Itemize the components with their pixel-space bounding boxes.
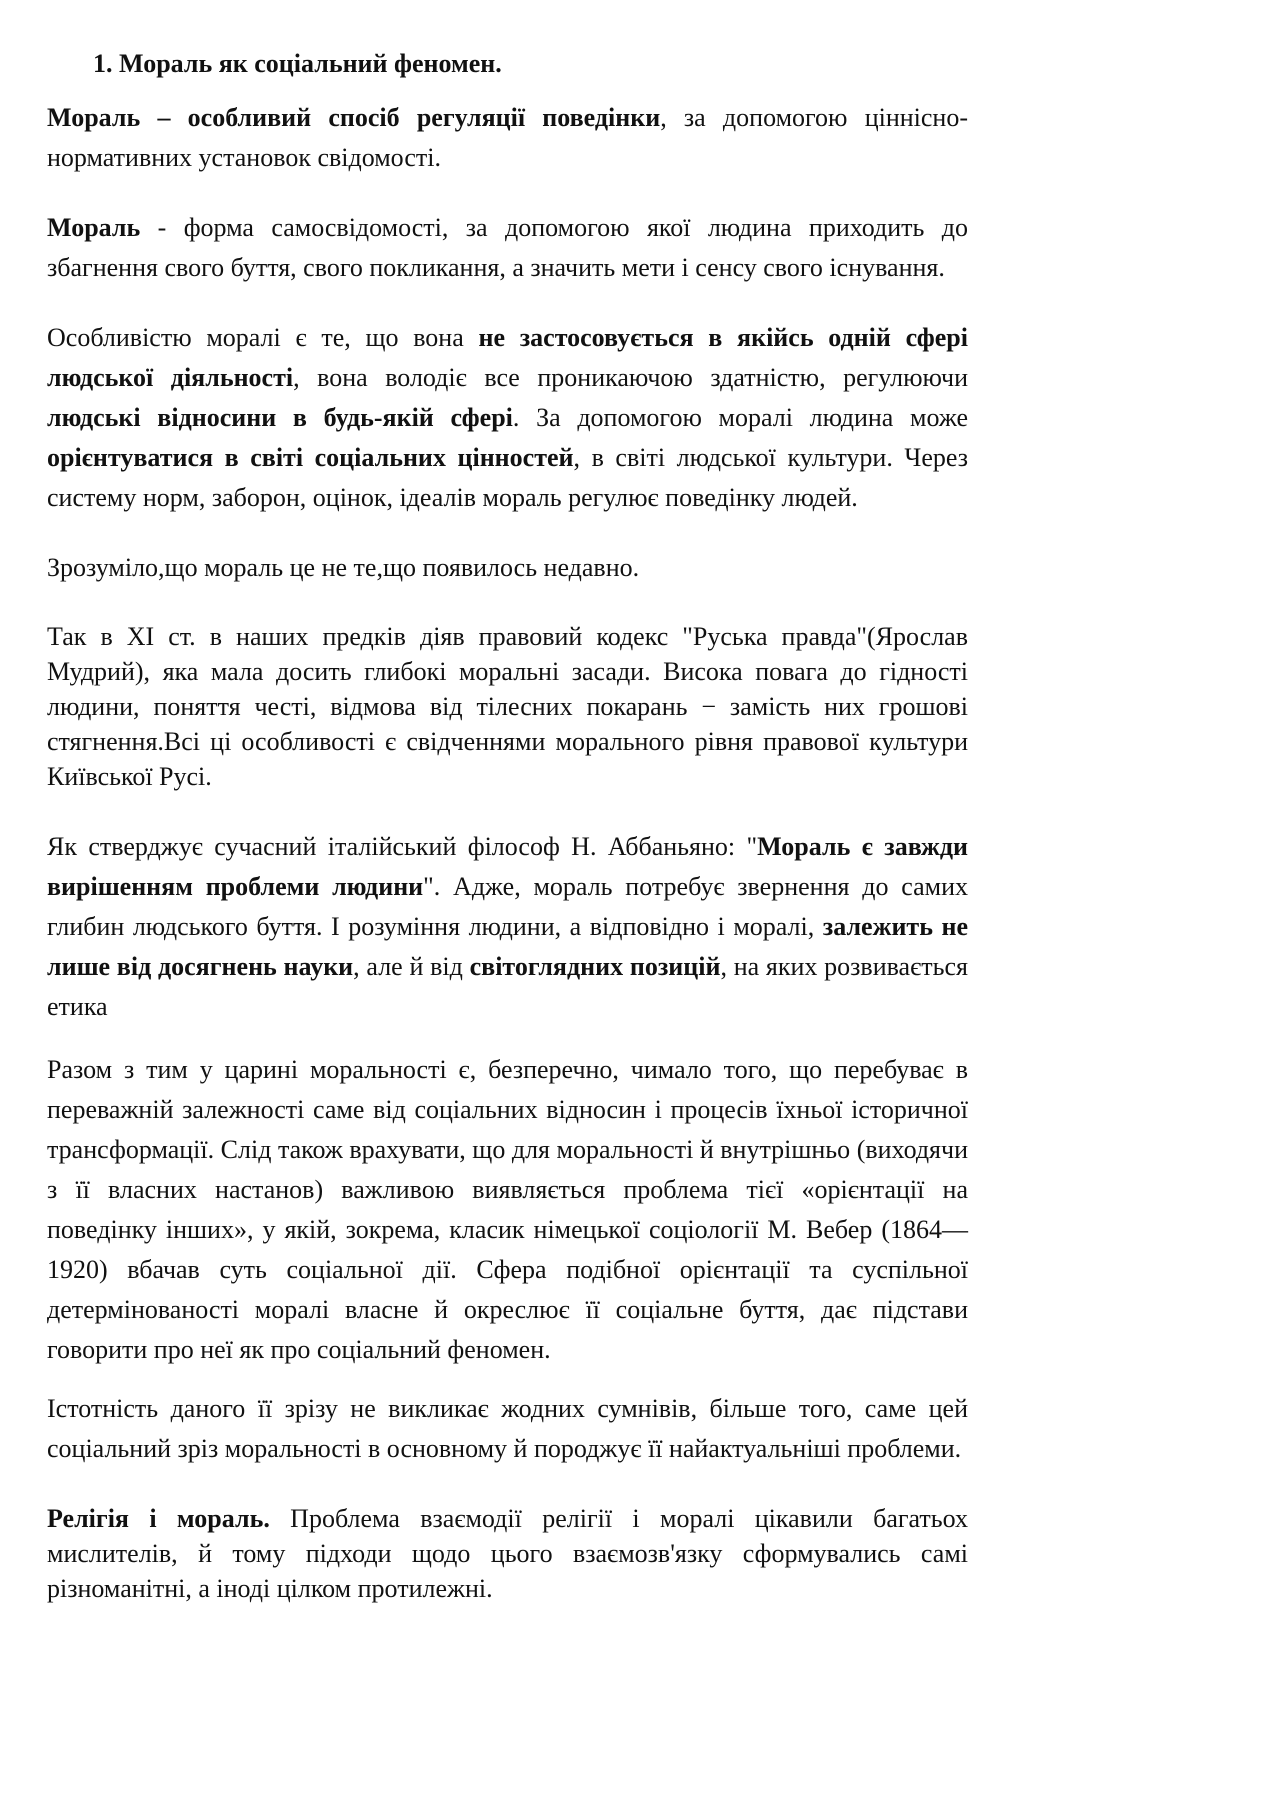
text-segment: , але й від	[353, 952, 470, 981]
bold-text: Мораль – особливий спосіб регуляції поведінки	[47, 103, 661, 132]
paragraph-special-features	[47, 318, 968, 518]
text-segment: - форма самосвідомості, за допомогою якої людина приходить до збагнення свого буття, свого покликання, а значить мети і сенсу свого існування.	[47, 213, 968, 282]
text-segment: Зрозуміло,що мораль це не те,що появилось недавно.	[47, 553, 640, 582]
paragraph-ruska-pravda	[47, 619, 968, 794]
text-segment: . За допомогою моралі людина може	[512, 403, 968, 432]
text-segment: ". Адже, мораль потребує звернення до самих глибин людського буття. І розуміння людини, а відповідно і моралі,	[47, 872, 968, 941]
paragraph-social-relations	[47, 1050, 968, 1370]
bold-text: орієнтуватися в світі соціальних цінностей	[47, 443, 574, 472]
bold-text: людські відносини в будь-якій сфері	[47, 403, 513, 432]
paragraph-not-recent	[47, 548, 968, 588]
section-heading: 1. Мораль як соціальний феномен.	[93, 49, 502, 78]
bold-text: не застосовується в якійсь одній сфері людської діяльності	[47, 323, 968, 392]
bold-text: світоглядних позицій	[469, 952, 721, 981]
text-segment: Істотність даного її зрізу не викликає жодних сумнівів, більше того, саме цей соціальний зріз моральності в основному й породжує її найактуальніші проблеми.	[47, 1394, 968, 1463]
text-segment: , за допомогою ціннісно-нормативних установок свідомості.	[47, 103, 968, 172]
text-segment: Особливістю моралі є те, що вона	[47, 323, 479, 352]
paragraph-abbagnano-quote	[47, 827, 968, 1027]
bold-text: Мораль	[47, 213, 141, 242]
text-segment: Так в XI ст. в наших предків діяв правовий кодекс "Руська правда"(Ярослав Мудрий), яка мала досить глибокі моральні засади. Висока повага до гідності людини, поняття честі, відмова від тілесних покарань − замість них грошові стягнення.Всі ці особливості є свідченнями морального рівня правової культури Київської Русі.	[47, 622, 968, 791]
text-segment: , на яких розвивається етика	[47, 952, 968, 1021]
paragraph-morality-definition	[47, 98, 968, 178]
text-segment: Разом з тим у царині моральності є, безперечно, чимало того, що перебуває в переважній залежності саме від соціальних відносин і процесів їхньої історичної трансформації. Слід також врахувати, що для моральності й внутрішньо (виходячи з її власних настанов) важливою виявляється проблема тієї «орієнтації на поведінку інших», у якій, зокрема, класик німецької соціології М. Вебер (1864—1920) вбачав суть соціальної дії. Сфера подібної орієнтації та суспільної детермінованості моралі власне й окреслює її соціальне буття, дає підстави говорити про неї як про соціальний феномен.	[47, 1055, 968, 1364]
bold-text: Релігія і мораль.	[47, 1504, 270, 1533]
document-page	[47, 44, 968, 1606]
text-segment: Як стверджує сучасний італійський філософ Н. Аббаньяно: "	[47, 832, 758, 861]
paragraph-religion-morality	[47, 1501, 968, 1606]
text-segment: Проблема взаємодії релігії і моралі цікавили багатьох мислителів, й тому підходи щодо цього взаємозв'язку сформувались самі різноманітні, а іноді цілком протилежні.	[47, 1504, 968, 1603]
text-segment: , вона володіє все проникаючою здатністю, регулюючи	[293, 363, 968, 392]
bold-text: залежить не лише від досягнень науки	[47, 912, 968, 981]
paragraph-self-consciousness	[47, 208, 968, 288]
text-segment: , в світі людської культури. Через систему норм, заборон, оцінок, ідеалів мораль регулює поведінку людей.	[47, 443, 968, 512]
paragraph-social-dimension	[47, 1389, 968, 1469]
bold-text: Мораль є завжди вирішенням проблеми людини	[47, 832, 968, 901]
